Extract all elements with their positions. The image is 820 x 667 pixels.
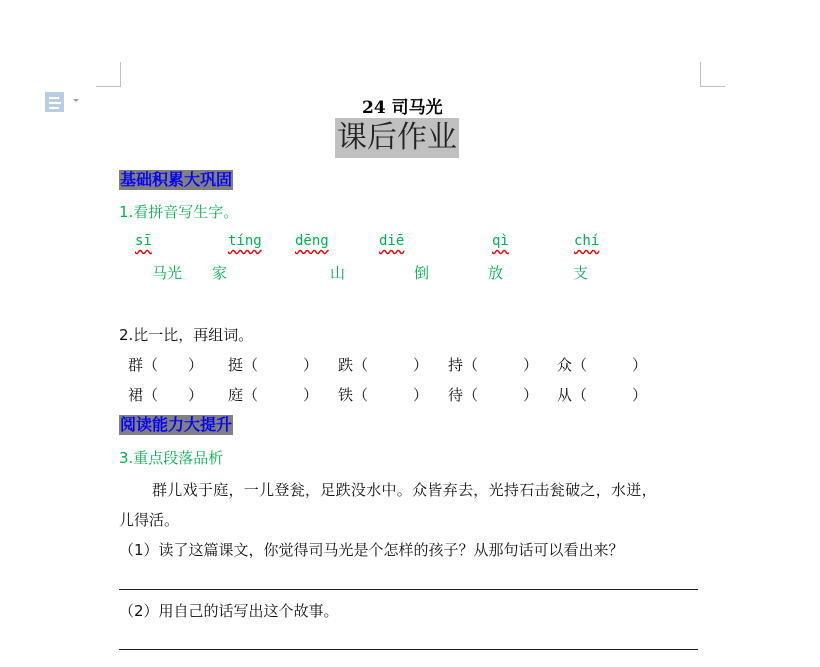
- word-group: 庭（ ）: [228, 386, 319, 404]
- pinyin: qì: [492, 233, 509, 249]
- pinyin: diē: [379, 233, 405, 249]
- char: 倒: [414, 264, 430, 282]
- document-subtitle: 课后作业: [335, 118, 459, 158]
- word-group: 群（ ）: [128, 356, 204, 374]
- question-2: 2.比一比，再组词。: [119, 326, 254, 344]
- sub-question-2: （2）用自己的话写出这个故事。: [119, 602, 339, 620]
- char: 马光: [152, 264, 183, 282]
- question-3: 3.重点段落品析: [119, 449, 224, 467]
- answer-line: [119, 649, 698, 650]
- paste-options-icon[interactable]: [44, 91, 84, 113]
- word-group: 挺（ ）: [228, 356, 319, 374]
- margin-corner-right: [700, 62, 725, 87]
- char: 家: [212, 264, 228, 282]
- char: 支: [573, 264, 589, 282]
- word-group: 待（ ）: [448, 386, 539, 404]
- word-group: 铁（ ）: [338, 386, 429, 404]
- word-group: 从（ ）: [557, 386, 648, 404]
- passage-line-2: 儿得活。: [119, 511, 180, 529]
- margin-corner-left: [96, 62, 121, 87]
- question-1: 1.看拼音写生字。: [119, 203, 239, 221]
- passage-line-1: 群儿戏于庭，一儿登瓮，足跌没水中。众皆弃去，光持石击瓮破之，水迸，: [152, 481, 657, 499]
- pinyin: dēng: [295, 233, 329, 249]
- word-group: 跌（ ）: [338, 356, 429, 374]
- pinyin: chí: [574, 233, 600, 249]
- answer-line: [119, 589, 698, 590]
- section-heading-basics: 基础积累大巩固: [120, 170, 233, 189]
- sub-question-1: （1）读了这篇课文，你觉得司马光是个怎样的孩子？从那句话可以看出来？: [119, 541, 624, 559]
- pinyin: sī: [135, 233, 152, 249]
- document-title: 24 司马光: [362, 98, 443, 118]
- word-group: 众（ ）: [557, 356, 648, 374]
- char: 山: [330, 264, 346, 282]
- word-group: 持（ ）: [448, 356, 539, 374]
- pinyin: tíng: [228, 233, 262, 249]
- section-heading-reading: 阅读能力大提升: [120, 415, 233, 434]
- word-group: 裙（ ）: [128, 386, 204, 404]
- char: 放: [488, 264, 504, 282]
